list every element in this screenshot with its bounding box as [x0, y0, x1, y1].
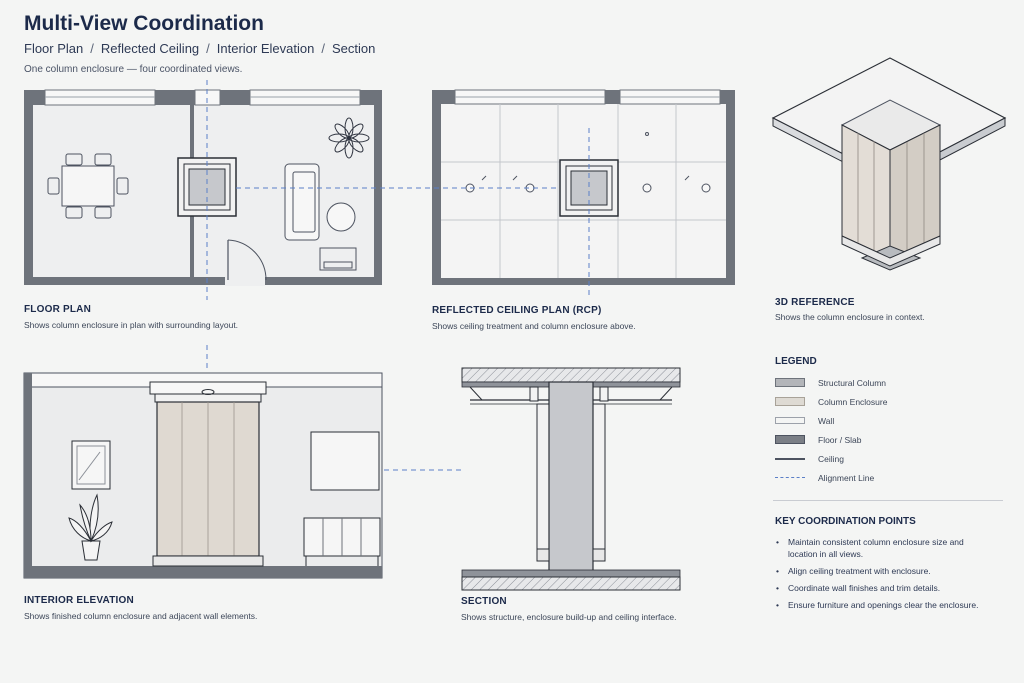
section-description: Shows structure, enclosure build-up and ceiling interface.	[461, 612, 677, 622]
wall-swatch	[775, 417, 805, 424]
breadcrumb-section: Section	[331, 41, 376, 56]
elevation-title: INTERIOR ELEVATION	[24, 595, 134, 606]
reference-3d-description: Shows the column enclosure in context.	[775, 312, 925, 322]
section-title: SECTION	[461, 596, 507, 607]
key-point-text: Ensure furniture and openings clear the enclosure.	[788, 600, 979, 610]
legend-divider	[773, 500, 1003, 501]
key-point-text: Maintain consistent column enclosure size and location in all views.	[788, 537, 964, 559]
rcp-drawing	[432, 90, 735, 285]
legend-label: Alignment Line	[818, 473, 875, 483]
breadcrumb-separator: /	[90, 41, 94, 56]
key-point-item	[775, 536, 1015, 560]
key-point-item	[775, 582, 1015, 594]
page-tagline: One column enclosure — four coordinated views.	[24, 64, 243, 75]
breadcrumb-floor-plan: Floor Plan	[24, 41, 84, 56]
key-points-title: KEY COORDINATION POINTS	[775, 516, 916, 527]
legend-title: LEGEND	[775, 356, 817, 367]
breadcrumb-separator: /	[321, 41, 325, 56]
floor-slab-swatch	[775, 435, 805, 444]
breadcrumb-reflected-ceiling: Reflected Ceiling	[100, 41, 200, 56]
key-point-item	[775, 599, 1015, 611]
legend-label: Column Enclosure	[818, 397, 888, 407]
column-enclosure-swatch	[775, 397, 805, 406]
alignment-line-swatch	[775, 477, 805, 478]
section-drawing	[462, 368, 680, 590]
legend-label: Structural Column	[818, 378, 887, 388]
key-point-text: Coordinate wall finishes and trim details.	[788, 583, 941, 593]
structural-column-swatch	[775, 378, 805, 387]
breadcrumb-interior-elevation: Interior Elevation	[216, 41, 315, 56]
legend-label: Ceiling	[818, 454, 844, 464]
rcp-description: Shows ceiling treatment and column enclosure above.	[432, 321, 636, 331]
key-point-item	[775, 565, 1015, 577]
reference-3d-drawing	[773, 58, 1005, 270]
ceiling-swatch	[775, 458, 805, 460]
elevation-drawing	[24, 373, 382, 578]
floor-plan-title: FLOOR PLAN	[24, 304, 91, 315]
reference-3d-title: 3D REFERENCE	[775, 297, 855, 308]
elevation-description: Shows finished column enclosure and adjacent wall elements.	[24, 611, 258, 621]
page-title: Multi-View Coordination	[24, 12, 264, 35]
key-point-text: Align ceiling treatment with enclosure.	[788, 566, 931, 576]
key-points-list	[775, 536, 1015, 616]
legend-label: Floor / Slab	[818, 435, 862, 445]
floor-plan-description: Shows column enclosure in plan with surrounding layout.	[24, 320, 239, 330]
breadcrumb-separator: /	[206, 41, 210, 56]
legend-label: Wall	[818, 416, 835, 426]
rcp-title: REFLECTED CEILING PLAN (RCP)	[432, 305, 602, 316]
